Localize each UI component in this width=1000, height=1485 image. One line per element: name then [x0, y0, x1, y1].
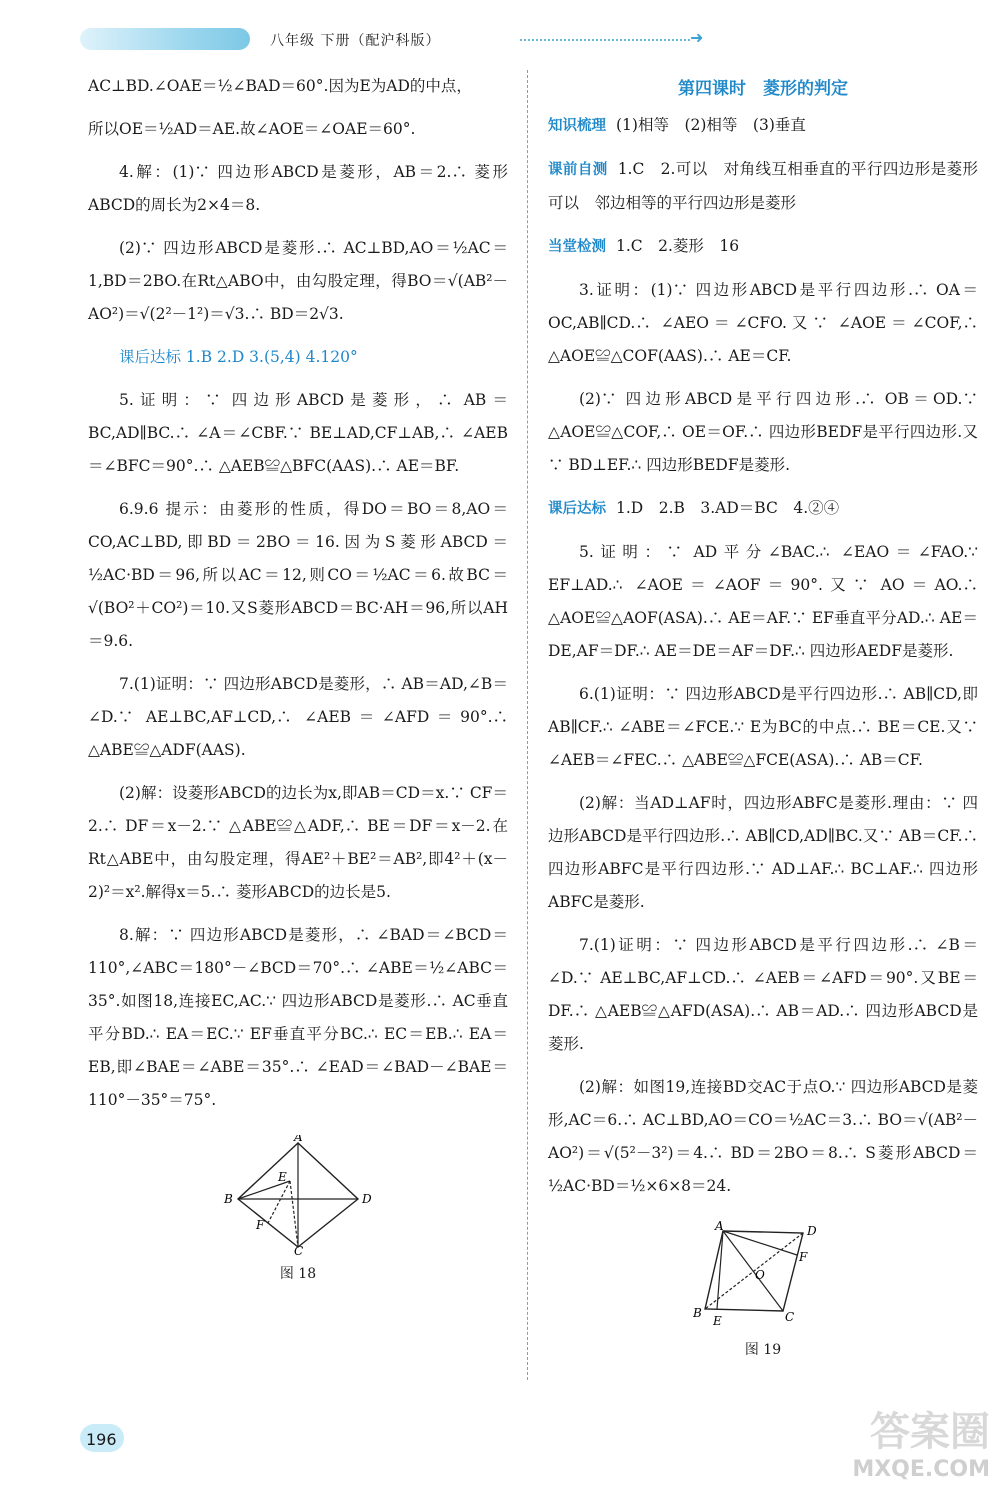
label-f19: F	[799, 1250, 808, 1264]
figure-18-caption: 图 18	[279, 1266, 317, 1282]
label-a19: A	[715, 1221, 724, 1233]
afterclass-text: 1.D 2.B 3.AD＝BC 4.②④	[616, 499, 840, 517]
page-number: 196	[86, 1430, 117, 1449]
label-c: C	[294, 1244, 304, 1255]
pretest-text: 1.C 2.可以 对角线互相垂直的平行四边形是菱形 可以 邻边相等的平行四边形是菱形	[548, 160, 994, 212]
rhombus-diagram-19	[693, 1221, 833, 1331]
tag-afterclass: 课后达标	[548, 501, 606, 517]
watermark-logo: 答案圈	[870, 1409, 990, 1455]
knowledge-text: (1)相等 (2)相等 (3)垂直	[616, 116, 806, 134]
afterclass-row	[548, 492, 978, 526]
header-title: 八年级 下册（配沪科版）	[270, 33, 441, 49]
left-para-4: 课后达标 1.B 2.D 3.(5,4) 4.120°	[119, 348, 358, 366]
tag-knowledge: 知识梳理	[548, 118, 606, 134]
column-divider	[527, 70, 528, 1380]
watermark	[820, 1400, 990, 1482]
label-d: D	[362, 1192, 372, 1206]
right-para-1: (2)∵ 四边形ABCD是平行四边形.∴ OB＝OD.∵ △AOE≌△COF,∴ OE＝OF.∴ 四边形BEDF是平行四边形.又∵ BD⊥EF.∴ 四边形BEDF是菱形.	[548, 390, 978, 474]
right-para2-0: 5.证明：∵ AD平分∠BAC.∴ ∠EAO＝∠FAO.∵ EF⊥AD.∴ ∠AOE＝∠AOF＝90°.又∵ AO＝AO.∴ △AOE≌△AOF(ASA).∴ AE＝AF.∵ EF垂直平分AD.∴ AE＝DE,AF＝DF.∴ AE＝DE＝AF＝DF.∴ 四边形AEDF是菱形.	[548, 543, 978, 660]
label-e: E	[278, 1170, 287, 1184]
left-para-8: (2)解：设菱形ABCD的边长为x,即AB＝CD＝x.∵ CF＝2.∴ DF＝x－2.∵ △ABE≌△ADF,∴ BE＝DF＝x－2.在Rt△ABE中，由勾股定理，得AE²＋BE²＝AB²,即4²＋(x－2)²＝x².解得x＝5.∴ 菱形ABCD的边长是5.	[88, 784, 508, 901]
right-para-0: 3.证明：(1)∵ 四边形ABCD是平行四边形.∴ OA＝OC,AB∥CD.∴ ∠AEO＝∠CFO.又∵ ∠AOE＝∠COF,∴ △AOE≌△COF(AAS).∴ AE＝CF.	[548, 281, 978, 365]
label-f: F	[256, 1218, 265, 1232]
left-para-0: AC⊥BD.∠OAE＝½∠BAD＝60°.因为E为AD的中点，	[88, 77, 472, 95]
pretest-row	[548, 153, 994, 220]
label-b19: B	[693, 1306, 702, 1320]
header-decoration	[80, 28, 250, 50]
rhombus-diagram-18	[218, 1135, 378, 1255]
tag-pretest: 课前自测	[548, 162, 608, 178]
section-title: 第四课时 菱形的判定	[678, 79, 848, 99]
figure-19-caption: 图 19	[744, 1342, 782, 1358]
label-o19: O	[755, 1268, 765, 1282]
left-column	[88, 70, 508, 1283]
right-column	[548, 70, 994, 1359]
knowledge-row	[548, 109, 978, 143]
right-para2-3: 7.(1)证明：∵ 四边形ABCD是平行四边形.∴ ∠B＝∠D.∵ AE⊥BC,AF⊥CD.∴ ∠AEB＝∠AFD＝90°.又BE＝DF.∴ △AEB≌△AFD(ASA).∴ AB＝AD.∴ 四边形ABCD是菱形.	[548, 936, 978, 1053]
left-para-7: 7.(1)证明：∵ 四边形ABCD是菱形，∴ AB＝AD,∠B＝∠D.∵ AE⊥BC,AF⊥CD,∴ ∠AEB＝∠AFD＝90°.∴ △ABE≌△ADF(AAS).	[88, 675, 508, 759]
tag-inclass: 当堂检测	[548, 239, 606, 255]
arrow-icon: ➜	[690, 28, 704, 47]
figure-19	[548, 1221, 978, 1359]
right-para2-4: (2)解：如图19,连接BD交AC于点O.∵ 四边形ABCD是菱形,AC＝6.∴ AC⊥BD,AO＝CO＝½AC＝3.∴ BO＝√(AB²－AO²)＝√(5²－3²)＝4.∴ BD＝2BO＝8.∴ S菱形ABCD＝½AC·BD＝½×6×8＝24.	[548, 1078, 978, 1195]
label-a: A	[294, 1135, 303, 1144]
inclass-row	[548, 230, 978, 264]
figure-18	[88, 1135, 508, 1283]
left-para-3: (2)∵ 四边形ABCD是菱形.∴ AC⊥BD,AO＝½AC＝1,BD＝2BO.在Rt△ABO中，由勾股定理，得BO＝√(AB²－AO²)＝√(2²－1²)＝√3.∴ BD＝2√3.	[88, 239, 508, 323]
right-para2-2: (2)解：当AD⊥AF时，四边形ABFC是菱形.理由：∵ 四边形ABCD是平行四边形.∴ AB∥CD,AD∥BC.又∵ AB＝CF.∴ 四边形ABFC是平行四边形.∵ AD⊥AF.∴ BC⊥AF.∴ 四边形ABFC是菱形.	[548, 794, 978, 911]
label-d19: D	[807, 1224, 817, 1238]
page-header	[80, 22, 720, 58]
left-para-9: 8.解：∵ 四边形ABCD是菱形，∴ ∠BAD＝∠BCD＝110°,∠ABC＝180°－∠BCD＝70°.∴ ∠ABE＝½∠ABC＝35°.如图18,连接EC,AC.∵ 四边形ABCD是菱形.∴ AC垂直平分BD.∴ EA＝EC.∵ EF垂直平分BC.∴ EC＝EB.∴ EA＝EB,即∠BAE＝∠ABE＝35°.∴ ∠EAD＝∠BAD－∠BAE＝110°－35°＝75°.	[88, 926, 508, 1109]
right-para2-1: 6.(1)证明：∵ 四边形ABCD是平行四边形.∴ AB∥CD,即AB∥CF.∴ ∠ABE＝∠FCE.∵ E为BC的中点.∴ BE＝CE.又∵ ∠AEB＝∠FEC.∴ △ABE≌△FCE(ASA).∴ AB＝CF.	[548, 685, 978, 769]
label-e19: E	[713, 1314, 722, 1328]
watermark-url: MXQE.COM	[852, 1457, 990, 1482]
left-para-5: 5.证明：∵ 四边形ABCD是菱形，∴ AB＝BC,AD∥BC.∴ ∠A＝∠CBF.∵ BE⊥AD,CF⊥AB,∴ ∠AEB＝∠BFC＝90°.∴ △AEB≌△BFC(AAS).∴ AE＝BF.	[88, 391, 508, 475]
header-dotted-line	[520, 39, 690, 41]
label-c19: C	[785, 1310, 795, 1324]
left-para-6: 6.9.6 提示：由菱形的性质，得DO＝BO＝8,AO＝CO,AC⊥BD,即BD＝2BO＝16.因为S菱形ABCD＝½AC·BD＝96,所以AC＝12,则CO＝½AC＝6.故BC＝√(BO²＋CO²)＝10.又S菱形ABCD＝BC·AH＝96,所以AH＝9.6.	[88, 500, 508, 650]
left-para-2: 4.解：(1)∵ 四边形ABCD是菱形，AB＝2.∴ 菱形ABCD的周长为2×4＝8.	[88, 163, 508, 214]
left-para-1: 所以OE＝½AD＝AE.故∠AOE＝∠OAE＝60°.	[88, 120, 416, 138]
label-b: B	[224, 1192, 233, 1206]
inclass-text: 1.C 2.菱形 16	[616, 237, 740, 255]
